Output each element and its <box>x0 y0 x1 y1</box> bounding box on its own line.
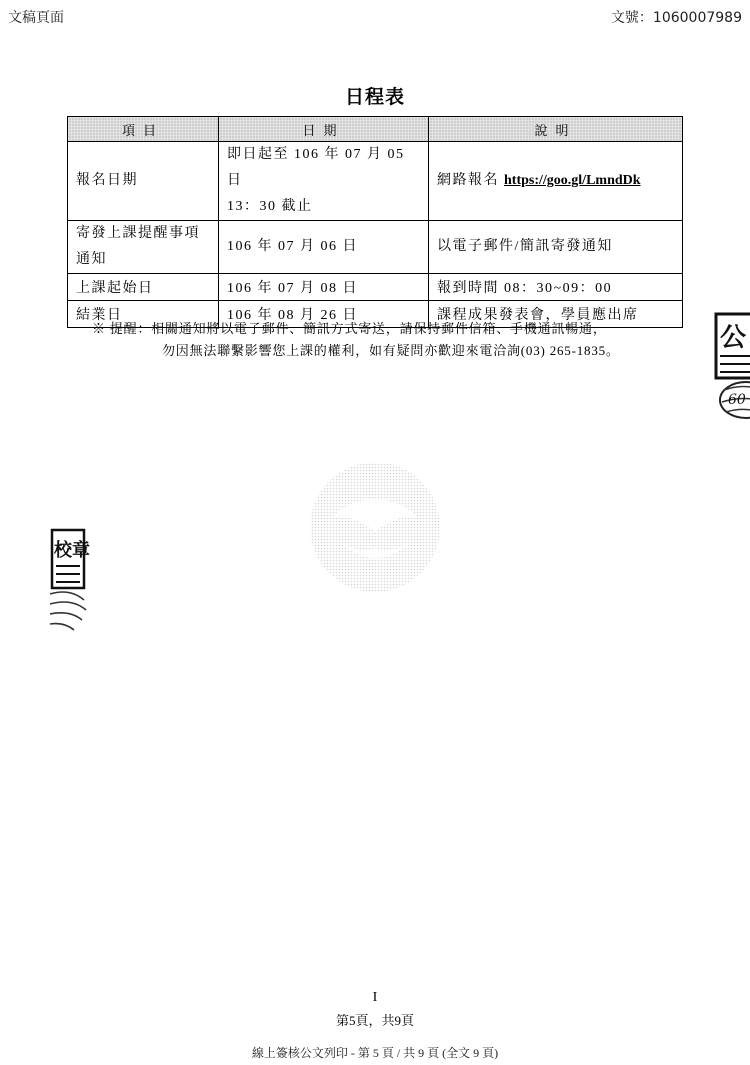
table-row <box>68 142 683 221</box>
cell-description: 以電子郵件/簡訊寄發通知 <box>429 221 683 274</box>
cell-date: 106 年 07 月 08 日 <box>219 274 429 301</box>
seal-stamp-right-icon <box>712 310 750 420</box>
cell-description: 報到時間 08：30~09：00 <box>429 274 683 301</box>
table-header-row <box>68 117 683 142</box>
table-row <box>68 274 683 301</box>
cell-description <box>429 142 683 221</box>
svg-text:校章: 校章 <box>54 540 90 561</box>
reminder-note-line2: 勿因無法聯繫影響您上課的權利，如有疑問亦歡迎來電洽詢(03) 265-1835。 <box>162 343 620 358</box>
cell-item-line2: 通知 <box>76 252 107 267</box>
doc-number: 文號：1060007989 <box>610 10 742 26</box>
header-left-label: 文稿頁面 <box>8 10 64 26</box>
svg-text:60: 60 <box>728 392 746 408</box>
cell-item <box>68 142 219 221</box>
page-number: 第5頁，共9頁 <box>335 1013 414 1028</box>
cell-item: 結業日 <box>68 301 219 328</box>
svg-text:公: 公 <box>720 323 747 353</box>
cell-item <box>68 221 219 274</box>
registration-link[interactable]: https://goo.gl/LmndDk <box>504 173 641 188</box>
table-row <box>68 221 683 274</box>
cell-date <box>219 142 429 221</box>
column-header-item: 項目 <box>68 117 219 142</box>
cell-date: 106 年 07 月 06 日 <box>219 221 429 274</box>
page-title: 日程表 <box>344 86 405 108</box>
reminder-note-line1: ※ 提醒：相關通知將以電子郵件、簡訊方式寄送，請保持郵件信箱、手機通訊暢通， <box>92 321 607 336</box>
cell-date: 106 年 08 月 26 日 <box>219 301 429 328</box>
cell-item: 上課起始日 <box>68 274 219 301</box>
reminder-note <box>92 318 620 362</box>
cell-date-line2: 13：30 截止 <box>227 199 313 214</box>
cell-date-line1: 即日起至 106 年 07 月 05 日 <box>227 147 405 188</box>
page-roman-numeral: I <box>372 990 378 1005</box>
cell-item-line1: 寄發上課提醒事項 <box>76 226 200 241</box>
print-footer: 線上簽核公文列印 - 第 5 頁 / 共 9 頁 (全文 9 頁) <box>251 1046 499 1060</box>
watermark-emblem-icon <box>308 460 442 594</box>
schedule-table <box>67 116 683 328</box>
cell-description-prefix: 網路報名 <box>437 173 504 188</box>
cell-item-text: 報名日期 <box>76 173 138 188</box>
column-header-date: 日期 <box>219 117 429 142</box>
cell-description: 課程成果發表會，學員應出席 <box>429 301 683 328</box>
column-header-description: 說明 <box>429 117 683 142</box>
seal-stamp-left-icon <box>50 526 90 634</box>
